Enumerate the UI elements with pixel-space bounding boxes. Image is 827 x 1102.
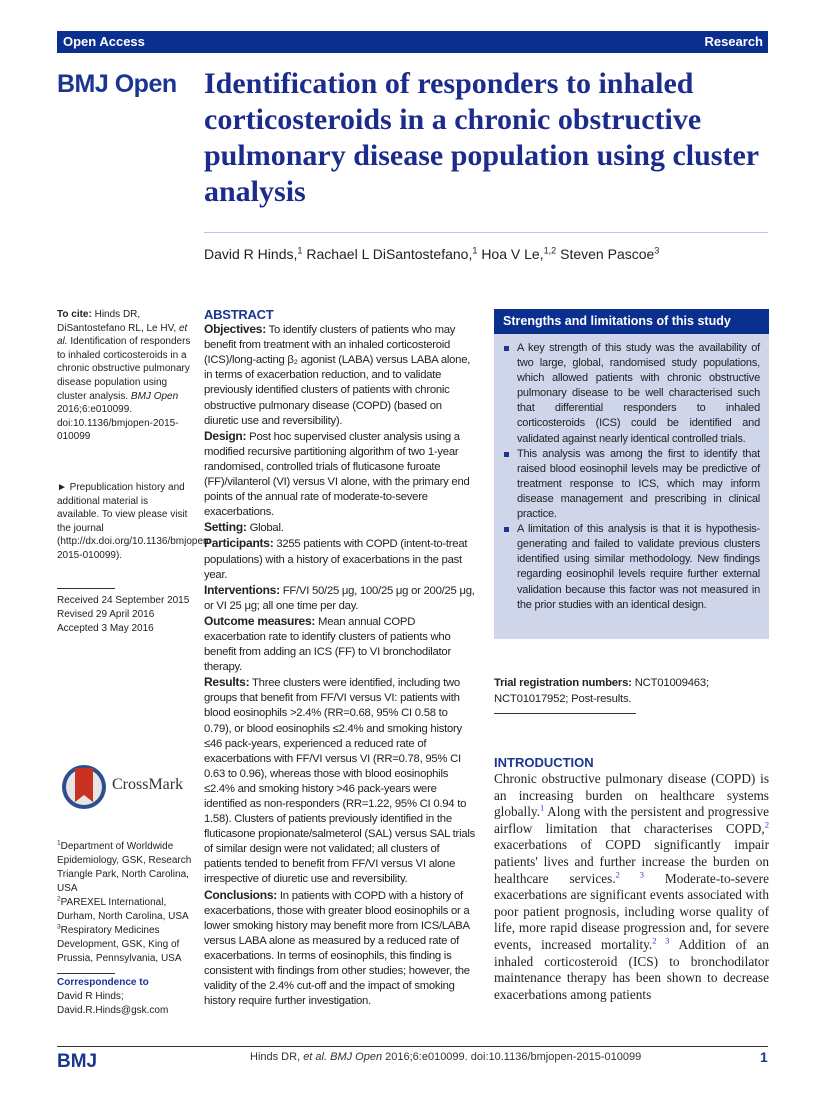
affiliation [57,924,192,966]
footer-cite-etal: et al. [303,1051,328,1063]
intro-text: Along with the persistent and progressive airflow limitation that characterises COPD, [494,804,769,836]
crossmark-label: CrossMark [112,776,184,793]
accepted-date: Accepted 3 May 2016 [57,623,154,634]
reference-link[interactable]: 2 3 [652,935,670,946]
abstract-section [204,583,476,614]
affiliation-text: PAREXEL International, Durham, North Carolina, USA [57,897,189,922]
citation-block [57,308,192,444]
abstract-section [204,614,476,675]
abstract-section-label: Design: [204,428,247,443]
correspondence [57,976,192,1018]
abstract-section [204,536,476,582]
author-affiliation-ref: 1 [297,245,303,256]
divider [494,713,636,714]
strengths-limitations-box [494,309,769,639]
divider [57,588,115,589]
title-divider [204,232,768,233]
article-dates [57,594,192,636]
top-banner [57,31,768,53]
affiliations [57,840,192,966]
strength-bullet: A limitation of this analysis is that it is hypothesis-generating and failed to validate previous clusters identified using similar methodology. New findings regarding eosinophil levels require further external validation because this factor was not measured in the prior studies with an identical design. [504,522,760,613]
footer-divider [57,1046,768,1047]
author-affiliation-ref: 1,2 [543,245,557,256]
correspondence-email[interactable]: David.R.Hinds@gsk.com [57,1005,169,1016]
affiliation [57,840,192,896]
abstract-section-text: FF/VI 50/25 μg, 100/25 μg or 200/25 μg, or VI 25 μg; all one time per day. [204,584,475,612]
author-name: Rachael L DiSantostefano, [306,246,473,262]
cite-etal: et al. [57,322,188,348]
footer-cite-authors: Hinds DR, [250,1051,301,1063]
abstract-section-text: 3255 patients with COPD (intent-to-treat populations) with a history of exacerbations in the past year. [204,538,468,581]
intro-text: Moderate-to-severe exacerbations are significant events associated with poor patient prognosis, including worse quality of life, more rapid disease progression and, for severe events, increased mortality. [494,870,769,952]
affiliation-number: 3 [57,923,61,931]
footer-cite-doi: 2016;6:e010099. doi:10.1136/bmjopen-2015-010099 [385,1051,642,1063]
strength-bullet: A key strength of this study was the availability of two large, global, randomised study populations, which allowed patients with chronic obstructive pulmonary disease to be well characterised such that differential responders to inhaled corticosteroids (ICS) could be identified and validated against nearly identical controlled trials. [504,341,760,447]
abstract-section-label: Conclusions: [204,887,278,902]
author-name: Steven Pascoe [560,246,655,262]
abstract [204,307,476,1009]
cite-journal: BMJ Open [130,390,179,402]
abstract-section-label: Participants: [204,536,274,551]
footer-cite-journal: BMJ Open [330,1051,383,1063]
page-number: 1 [760,1049,768,1065]
affiliation-text: Department of Worldwide Epidemiology, GSK, Research Triangle Park, North Carolina, USA [57,841,192,894]
abstract-section-text: Mean annual COPD exacerbation rate to identify clusters of patients who benefit from adding an ICS (FF) to VI bronchodilator therapy. [204,615,451,674]
abstract-section [204,322,476,429]
author-name: Hoa V Le, [481,246,544,262]
open-access-label: Open Access [63,34,145,49]
strength-bullet: This analysis was among the first to identify that raised blood eosinophil levels may be predictive of treatment response to ICS, which may inform disease management and prescribing in clinical practice. [504,447,760,522]
author-list [204,246,659,262]
abstract-section-text: In patients with COPD with a history of exacerbations, those with greater blood eosinophils or a lower smoking history may benefit more from ICS/LABA versus LABA alone as measured by a reduced rate of exacerbations. In terms of eosinophils, this finding is consistent with findings from other studies; however, the validity of the 2.4% cut-off and the impact of smoking history require further investigation. [204,889,470,1008]
abstract-section-label: Setting: [204,520,247,535]
trial-label: Trial registration numbers: [494,677,632,689]
reference-link[interactable]: 1 [540,802,545,813]
correspondence-label: Correspondence to [57,977,149,988]
abstract-section-label: Outcome measures: [204,613,316,628]
abstract-heading: ABSTRACT [204,307,274,322]
footer-bmj-logo: BMJ [57,1051,98,1072]
abstract-section-label: Objectives: [204,322,266,337]
abstract-section-label: Results: [204,675,250,690]
introduction-heading: INTRODUCTION [494,755,594,770]
introduction-text [494,771,769,1003]
cite-text: Hinds DR, DiSantostefano RL, Le HV, [57,309,177,334]
trial-numbers: NCT01009463; NCT01017952; Post-results. [494,677,709,705]
abstract-section [204,429,476,521]
author-name: David R Hinds, [204,246,298,262]
abstract-section-text: Three clusters were identified, including two groups that benefit from FF/VI versus VI: patients with blood eosinophils >2.4% (RR=0.68, 95% CI 0.58 to 0.79), or blood eosinophils ≤2.4% and smoking history ≤46 pack-years, experienced a reduced rate of exacerbations with FF/VI versus VI (RR=0.78, 95% CI 0.63 to 0.96), whereas those with blood eosinophils ≤2.4% and smoking history >46 pack-years were identified as non-responders (RR=1.22, 95% CI 0.94 to 1.58). Clusters of patients previously identified in the fluticasone propionate/salmeterol (SAL) versus SAL trials of similar design were not validated; all clusters of patients tended to benefit from FF/VI versus VI alone irrespective of diuretic use and reversibility. [204,677,476,886]
abstract-section-text: Post hoc supervised cluster analysis using a modified recursive partitioning algorithm of two 1-year randomised, controlled trials of fluticasone furoate (FF)/vilanterol (VI) versus VI alone, with the primary end points of the annual rate of moderate-to-severe exacerbations. [204,430,470,519]
intro-text: Chronic obstructive pulmonary disease (COPD) is an increasing burden on healthcare systems globally. [494,771,769,820]
abstract-section-text: Global. [249,522,284,535]
abstract-section [204,888,476,1010]
cite-label: To cite: [57,309,92,320]
affiliation-number: 2 [57,895,61,903]
crossmark-icon [60,762,108,812]
prepublication-note[interactable]: ► Prepublication history and additional material is available. To view please visit the journal (http://dx.doi.org/10.1136/bmjopen-2015-010099). [57,482,212,561]
divider [57,973,115,974]
journal-logo: BMJ Open [57,70,177,98]
correspondence-name: David R Hinds; [57,991,124,1002]
reference-link[interactable]: 2 [764,819,769,830]
article-type-label: Research [704,34,763,49]
strengths-list [494,334,769,613]
article-title: Identification of responders to inhaled corticosteroids in a chronic obstructive pulmonary disease population using cluster analysis [204,67,759,208]
affiliation-text: Respiratory Medicines Development, GSK, King of Prussia, Pennsylvania, USA [57,925,182,964]
intro-text: exacerbations of COPD significantly impair patients' lives and further increase the burden on healthcare services. [494,837,769,886]
cite-doi[interactable]: 2016;6:e010099. doi:10.1136/bmjopen-2015-010099 [57,404,179,443]
strengths-heading: Strengths and limitations of this study [494,309,769,334]
intro-text: Addition of an inhaled corticosteroid (ICS) to bronchodilator maintenance therapy has been shown to decrease exacerbations among patients [494,936,769,1002]
affiliation-number: 1 [57,839,61,847]
received-date: Received 24 September 2015 [57,595,190,606]
affiliation [57,896,192,924]
abstract-section [204,675,476,887]
author-affiliation-ref: 3 [654,245,660,256]
revised-date: Revised 29 April 2016 [57,609,155,620]
author-affiliation-ref: 1 [472,245,478,256]
abstract-section-text: To identify clusters of patients who may benefit from treatment with an inhaled corticosteroid (ICS)/long-acting β₂ agonist (LABA) versus LABA alone, in terms of exacerbation reduction, and to validate previously identified clusters of patients with chronic obstructive pulmonary disease (COPD) (based on diuretic use and reversibility). [204,324,471,427]
trial-registration [494,675,769,707]
crossmark-badge[interactable] [60,762,190,812]
abstract-section [204,520,476,536]
cite-text: Identification of responders to inhaled corticosteroids in a chronic obstructive pulmonary disease population using cluster analysis. [57,336,191,402]
reference-link[interactable]: 2 3 [615,869,644,880]
footer-citation [250,1051,641,1063]
abstract-section-label: Interventions: [204,582,280,597]
